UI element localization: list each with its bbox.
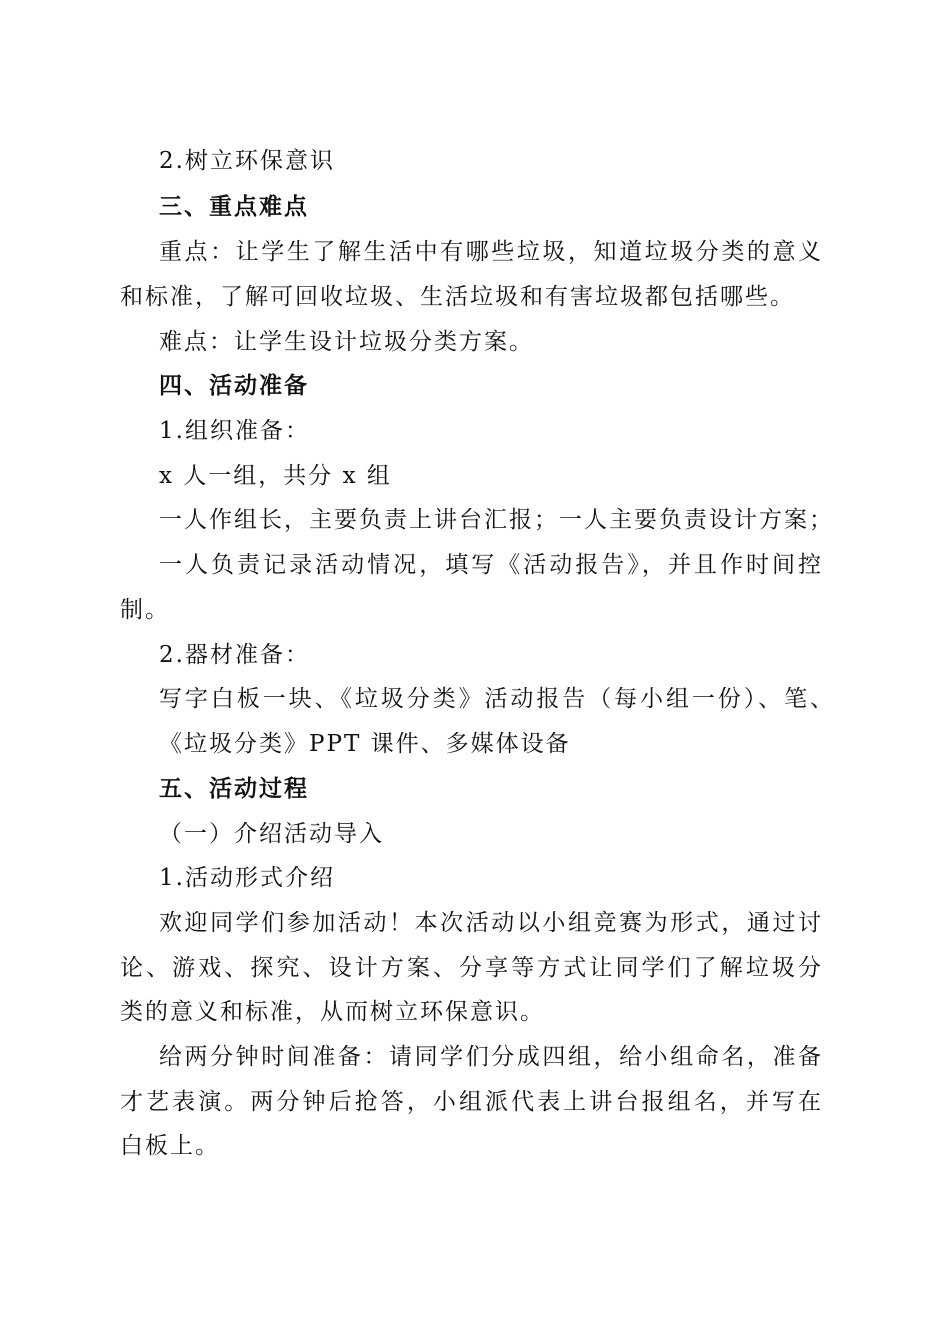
org-prep-title: 1.组织准备： xyxy=(159,418,310,444)
prep-text-line-2: 才艺表演。两分钟后抢答，小组派代表上讲台报组名，并写在 xyxy=(120,1089,823,1115)
goal-item-2: 2.树立环保意识 xyxy=(159,148,335,174)
section-heading-preparation: 四、活动准备 xyxy=(159,373,309,399)
equipment-text-line-1: 写字白板一块、《垃圾分类》活动报告（每小组一份）、笔、 xyxy=(159,686,835,712)
difficulty-text: 难点：让学生设计垃圾分类方案。 xyxy=(159,329,534,355)
section-heading-key-points: 三、重点难点 xyxy=(159,194,309,220)
process-subheading: （一）介绍活动导入 xyxy=(159,821,384,847)
welcome-text-line-3: 类的意义和标准，从而树立环保意识。 xyxy=(120,999,545,1025)
key-point-text-line-2: 和标准，了解可回收垃圾、生活垃圾和有害垃圾都包括哪些。 xyxy=(120,284,795,310)
equipment-text-line-2: 《垃圾分类》PPT 课件、多媒体设备 xyxy=(159,731,571,757)
section-heading-process: 五、活动过程 xyxy=(159,776,309,802)
prep-text-line-1: 给两分钟时间准备：请同学们分成四组，给小组命名，准备 xyxy=(159,1044,823,1070)
roles-text-line-1: 一人作组长，主要负责上讲台汇报；一人主要负责设计方案； xyxy=(159,507,834,533)
welcome-text-line-1: 欢迎同学们参加活动！本次活动以小组竞赛为形式，通过讨 xyxy=(159,910,823,936)
roles-text-line-3: 制。 xyxy=(120,597,170,623)
equipment-prep-title: 2.器材准备： xyxy=(159,642,310,668)
group-size-text: x 人一组，共分 x 组 xyxy=(159,463,392,489)
roles-text-line-2: 一人负责记录活动情况，填写《活动报告》，并且作时间控 xyxy=(159,552,823,578)
activity-format-title: 1.活动形式介绍 xyxy=(159,865,335,891)
welcome-text-line-2: 论、游戏、探究、设计方案、分享等方式让同学们了解垃圾分 xyxy=(120,955,823,981)
key-point-text-line-1: 重点：让学生了解生活中有哪些垃圾，知道垃圾分类的意义 xyxy=(159,239,823,265)
prep-text-line-3: 白板上。 xyxy=(120,1133,220,1159)
